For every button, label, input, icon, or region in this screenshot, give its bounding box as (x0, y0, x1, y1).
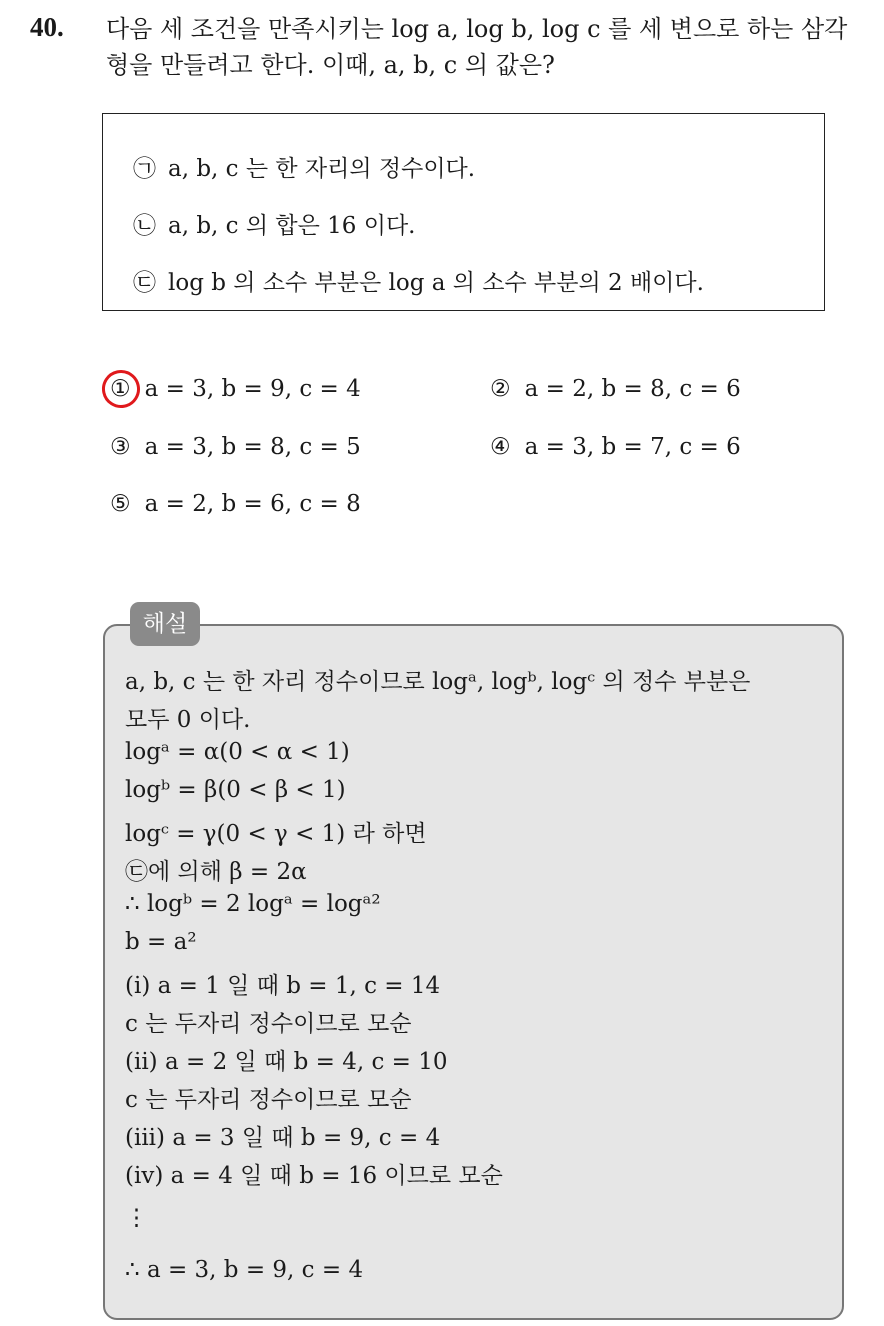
choice-number: ⑤ (110, 491, 131, 517)
solution-line: (ii) a = 2 일 때 b = 4, c = 10 (125, 1049, 448, 1075)
solution-line: logᵃ = α(0 < α < 1) (125, 739, 350, 765)
solution-line: b = a² (125, 929, 197, 955)
condition-mark: ㉡ (133, 213, 156, 239)
choice-2[interactable] (490, 376, 741, 402)
choice-text: a = 3, b = 8, c = 5 (144, 434, 361, 460)
selected-answer-circle-icon (98, 366, 143, 411)
choice-4[interactable] (490, 434, 741, 460)
solution-line: c 는 두자리 정수이므로 모순 (125, 1011, 412, 1037)
choice-number: ① (110, 376, 131, 402)
choice-number: ③ (110, 434, 131, 460)
solution-line: logᵇ = β(0 < β < 1) (125, 777, 346, 803)
solution-line: logᶜ = γ(0 < γ < 1) 라 하면 (125, 821, 427, 847)
choice-text: a = 2, b = 8, c = 6 (524, 376, 741, 402)
condition-3 (133, 264, 704, 297)
solution-line: (iii) a = 3 일 때 b = 9, c = 4 (125, 1125, 441, 1151)
question-text-line1: 다음 세 조건을 만족시키는 log a, log b, log c 를 세 변으로 하는 삼각 (106, 15, 848, 43)
condition-text: log b 의 소수 부분은 log a 의 소수 부분의 2 배이다. (168, 270, 704, 296)
choice-3[interactable] (110, 434, 361, 460)
condition-2 (133, 207, 415, 240)
condition-text: a, b, c 의 합은 16 이다. (168, 213, 416, 239)
solution-label: 해설 (130, 602, 200, 646)
conditions-box (102, 113, 825, 311)
solution-line: ∴ logᵇ = 2 logᵃ = logᵃ² (125, 891, 381, 917)
choice-text: a = 3, b = 7, c = 6 (524, 434, 741, 460)
choice-number: ④ (490, 434, 511, 460)
solution-line: 모두 0 이다. (125, 707, 251, 733)
condition-1 (133, 150, 475, 183)
choice-text: a = 3, b = 9, c = 4 (144, 376, 361, 402)
choice-number: ② (490, 376, 511, 402)
solution-line: a, b, c 는 한 자리 정수이므로 logᵃ, logᵇ, logᶜ 의 정수 부분은 (125, 669, 751, 695)
solution-line: c 는 두자리 정수이므로 모순 (125, 1087, 412, 1113)
solution-conclusion: ∴ a = 3, b = 9, c = 4 (125, 1257, 364, 1283)
choice-1[interactable] (110, 376, 361, 402)
solution-line: ㉢에 의해 β = 2α (125, 859, 307, 885)
choice-text: a = 2, b = 6, c = 8 (144, 491, 361, 517)
condition-text: a, b, c 는 한 자리의 정수이다. (168, 156, 476, 182)
question-number: 40. (30, 12, 64, 42)
condition-mark: ㉠ (133, 156, 156, 182)
solution-line: (i) a = 1 일 때 b = 1, c = 14 (125, 973, 441, 999)
condition-mark: ㉢ (133, 270, 156, 296)
solution-vdots: ⋮ (125, 1205, 148, 1231)
solution-line: (iv) a = 4 일 때 b = 16 이므로 모순 (125, 1163, 503, 1189)
choice-5[interactable] (110, 491, 361, 517)
question-text-line2: 형을 만들려고 한다. 이때, a, b, c 의 값은? (106, 51, 555, 79)
